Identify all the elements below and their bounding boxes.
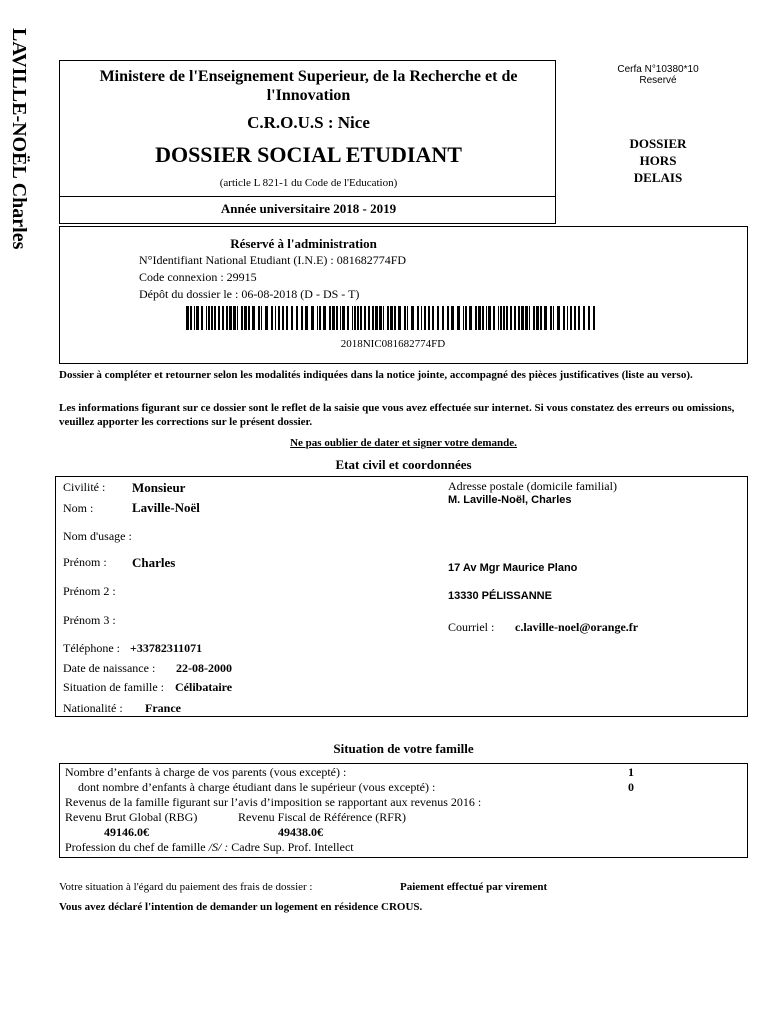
sign-reminder: [59, 436, 748, 450]
usage-name-label: Nom d'usage :: [63, 529, 132, 543]
barcode-bar: [498, 306, 499, 330]
barcode-bar: [261, 306, 262, 330]
profession-line: [65, 840, 354, 855]
barcode-bar: [442, 306, 444, 330]
civility-value: Monsieur: [132, 480, 186, 495]
admin-box: [59, 226, 748, 364]
surname-label: Nom :: [63, 501, 94, 515]
barcode-bar: [574, 306, 576, 330]
header-box: [59, 60, 556, 224]
barcode-bar: [428, 306, 430, 330]
surname-value: Laville-Noël: [132, 500, 200, 515]
rbg-value: 49146.0€: [104, 825, 149, 839]
ine-line: N°Identifiant National Etudiant (I.N.E) : 081682774FD: [139, 253, 407, 267]
address-name: M. Laville-Noël, Charles: [448, 494, 572, 506]
barcode-bar: [226, 306, 228, 330]
barcode-bar: [340, 306, 341, 330]
barcode-bar: [506, 306, 508, 330]
barcode-bar: [368, 306, 370, 330]
barcode-bar: [482, 306, 484, 330]
barcode-bar: [447, 306, 449, 330]
barcode-bar: [550, 306, 552, 330]
email-value: c.laville-noel@orange.fr: [515, 620, 639, 634]
barcode-bar: [417, 306, 419, 330]
barcode-bar: [248, 306, 250, 330]
cerfa-block: [610, 64, 706, 86]
barcode: [186, 306, 598, 330]
barcode-bar: [323, 306, 326, 330]
barcode-bar: [578, 306, 580, 330]
barcode-bar: [286, 306, 288, 330]
barcode-bar: [390, 306, 393, 330]
barcode-bar: [364, 306, 366, 330]
address-street: 17 Av Mgr Maurice Plano: [448, 562, 578, 574]
academic-year: Année universitaire 2018 - 2019: [220, 201, 397, 216]
barcode-bar: [394, 306, 396, 330]
barcode-bar: [451, 306, 454, 330]
cerfa-number: Cerfa N°10380*10: [617, 64, 699, 75]
students-count-label: dont nombre d’enfants à charge étudiant dans le supérieur (vous excepté) :: [78, 780, 436, 794]
deposit-date: Dépôt du dossier le : 06-08-2018 (D - DS - T): [139, 287, 360, 301]
nationality-label: Nationalité :: [63, 701, 123, 715]
barcode-bar: [222, 306, 224, 330]
fees-value: Paiement effectué par virement: [400, 881, 548, 893]
barcode-bar: [463, 306, 464, 330]
barcode-bar: [237, 306, 238, 330]
header-divider: [60, 196, 555, 197]
birth-date-label: Date de naissance :: [63, 661, 156, 675]
barcode-bar: [319, 306, 321, 330]
barcode-bar: [206, 306, 207, 330]
housing-notice: Vous avez déclaré l'intention de demander un logement en résidence CROUS.: [59, 901, 423, 913]
address-city: 13330 PÉLISSANNE: [448, 590, 552, 602]
barcode-bar: [379, 306, 382, 330]
barcode-bar: [186, 306, 189, 330]
phone-value: +33782311071: [130, 641, 203, 655]
first-name-2-label: Prénom 2 :: [63, 584, 116, 598]
barcode-bar: [421, 306, 422, 330]
barcode-bar: [411, 306, 414, 330]
barcode-bar: [424, 306, 426, 330]
profession-label: Profession du chef de famille: [65, 840, 206, 854]
late-file-line2: HORS: [639, 153, 677, 168]
rfr-label: Revenu Fiscal de Référence (RFR): [238, 810, 406, 824]
barcode-bar: [437, 306, 439, 330]
nationality-value: France: [145, 701, 181, 715]
barcode-bar: [500, 306, 502, 330]
barcode-bar: [503, 306, 505, 330]
barcode-bar: [398, 306, 401, 330]
instructions-paragraph-2: Les informations figurant sur ce dossier sont le reflet de la saisie que vous avez effectuée sur internet. Si vous constatez des erreurs ou omissions, veuillez apporter les corrections sur le présent dossier.: [59, 402, 735, 428]
vertical-student-name: LAVILLE-NOËL Charles: [8, 28, 30, 250]
barcode-bar: [233, 306, 236, 330]
barcode-bar: [317, 306, 318, 330]
barcode-bar: [342, 306, 345, 330]
profession-value: Cadre Sup. Prof. Intellect: [231, 840, 354, 854]
family-section-title: Situation de votre famille: [333, 741, 474, 756]
barcode-bar: [432, 306, 434, 330]
document-title: DOSSIER SOCIAL ETUDIANT: [155, 142, 462, 167]
family-status-value: Célibataire: [175, 680, 233, 694]
barcode-bar: [208, 306, 210, 330]
barcode-bar: [465, 306, 467, 330]
barcode-bar: [563, 306, 565, 330]
instructions-paragraph-1: Dossier à compléter et retourner selon les modalités indiquées dans la notice jointe, accompagné des pièces justificatives (liste au verso).: [59, 369, 693, 381]
barcode-bar: [375, 306, 378, 330]
barcode-bar: [540, 306, 542, 330]
children-count-label: Nombre d’enfants à charge de vos parents (vous excepté) :: [65, 765, 347, 779]
family-status-label: Situation de famille :: [63, 680, 164, 694]
barcode-bar: [588, 306, 590, 330]
barcode-bar: [336, 306, 338, 330]
late-file-line1: DOSSIER: [629, 136, 687, 151]
barcode-bar: [493, 306, 495, 330]
barcode-bar: [271, 306, 273, 330]
ministry-title: Ministere de l'Enseignement Superieur, de la Recherche et de l'Innovation: [99, 68, 518, 104]
barcode-bar: [305, 306, 308, 330]
barcode-bar: [475, 306, 477, 330]
barcode-bar: [296, 306, 298, 330]
barcode-bar: [567, 306, 568, 330]
barcode-bar: [196, 306, 199, 330]
civility-label: Civilité :: [63, 480, 106, 494]
barcode-bar: [488, 306, 491, 330]
barcode-bar: [329, 306, 331, 330]
barcode-bar: [347, 306, 349, 330]
late-file-line3: DELAIS: [633, 170, 683, 185]
barcode-bar: [478, 306, 481, 330]
barcode-bar: [518, 306, 520, 330]
barcode-bar: [457, 306, 460, 330]
cerfa-reserved: Reservé: [639, 75, 677, 86]
barcode-bar: [404, 306, 406, 330]
barcode-bar: [241, 306, 243, 330]
crous-name: C.R.O.U.S : Nice: [247, 113, 370, 132]
first-name-label: Prénom :: [63, 555, 107, 569]
barcode-bar: [387, 306, 389, 330]
barcode-bar: [301, 306, 303, 330]
barcode-text: 2018NIC081682774FD: [340, 338, 446, 350]
barcode-bar: [533, 306, 535, 330]
barcode-bar: [278, 306, 280, 330]
first-name-value: Charles: [132, 555, 176, 570]
rbg-label: Revenu Brut Global (RBG): [65, 810, 198, 824]
barcode-bar: [265, 306, 268, 330]
barcode-bar: [383, 306, 384, 330]
barcode-bar: [407, 306, 408, 330]
postal-address-label: Adresse postale (domicile familial): [448, 479, 617, 493]
phone-label: Téléphone :: [63, 641, 120, 655]
barcode-bar: [357, 306, 359, 330]
barcode-bar: [218, 306, 220, 330]
barcode-bar: [360, 306, 362, 330]
children-count-value: 1: [628, 765, 634, 779]
barcode-bar: [510, 306, 512, 330]
barcode-bar: [258, 306, 260, 330]
barcode-bar: [525, 306, 528, 330]
barcode-bar: [469, 306, 472, 330]
barcode-bar: [211, 306, 213, 330]
barcode-bar: [252, 306, 255, 330]
barcode-bar: [372, 306, 374, 330]
students-count-value: 0: [628, 780, 634, 794]
first-name-3-label: Prénom 3 :: [63, 613, 116, 627]
barcode-bar: [570, 306, 572, 330]
barcode-bar: [282, 306, 284, 330]
barcode-bar: [229, 306, 232, 330]
barcode-bar: [536, 306, 539, 330]
barcode-bar: [529, 306, 530, 330]
barcode-bar: [190, 306, 192, 330]
barcode-bar: [352, 306, 353, 330]
barcode-bar: [311, 306, 314, 330]
family-box: [59, 763, 748, 858]
barcode-bar: [553, 306, 554, 330]
barcode-bar: [557, 306, 560, 330]
barcode-bar: [593, 306, 595, 330]
barcode-bar: [354, 306, 356, 330]
barcode-bar: [521, 306, 524, 330]
barcode-bar: [332, 306, 335, 330]
late-file-label: [610, 135, 706, 186]
barcode-bar: [486, 306, 487, 330]
barcode-bar: [194, 306, 195, 330]
civil-box: [55, 476, 748, 717]
birth-date-value: 22-08-2000: [176, 661, 232, 675]
barcode-bar: [583, 306, 585, 330]
barcode-bar: [514, 306, 516, 330]
barcode-bar: [291, 306, 293, 330]
civil-section-title: Etat civil et coordonnées: [335, 457, 472, 472]
article-reference: (article L 821-1 du Code de l'Education): [219, 177, 398, 189]
income-label: Revenus de la famille figurant sur l’avis d’imposition se rapportant aux revenus 2016 :: [65, 795, 482, 809]
admin-title: Réservé à l'administration: [230, 236, 377, 251]
barcode-bar: [214, 306, 216, 330]
connection-code: Code connexion : 29915: [139, 270, 257, 284]
email-label: Courriel :: [448, 620, 495, 634]
barcode-bar: [244, 306, 247, 330]
profession-code: /S/ :: [208, 840, 229, 854]
barcode-bar: [201, 306, 203, 330]
barcode-bar: [544, 306, 547, 330]
fees-label: Votre situation à l'égard du paiement des frais de dossier :: [59, 881, 313, 893]
sign-reminder-text: Ne pas oublier de dater et signer votre demande.: [290, 437, 517, 449]
rfr-value: 49438.0€: [278, 825, 323, 839]
barcode-bar: [275, 306, 276, 330]
